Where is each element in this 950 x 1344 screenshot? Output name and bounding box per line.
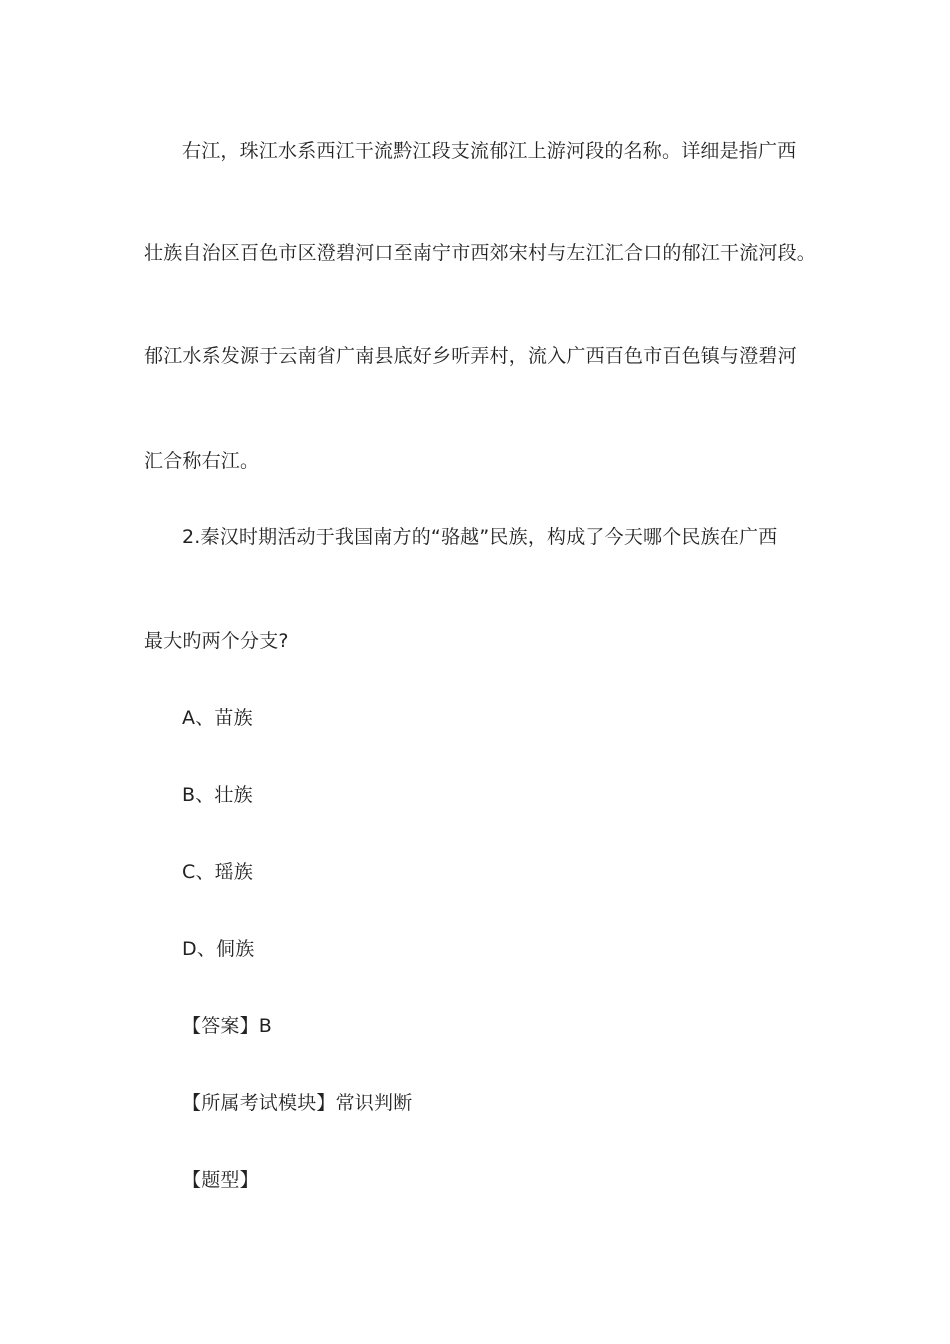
option-d: D、侗族	[182, 938, 255, 960]
option-c: C、瑶族	[182, 861, 254, 883]
question-type-line: 【题型】	[182, 1169, 259, 1191]
passage-line-1: 右江，珠江水系西江干流黔江段支流郁江上游河段的名称。详细是指广西	[182, 140, 797, 162]
option-a: A、苗族	[182, 707, 253, 729]
passage-line-2: 壮族自治区百色市区澄碧河口至南宁市西郊宋村与左江汇合口的郁江干流河段。	[144, 242, 817, 264]
passage-line-4: 汇合称右江。	[144, 450, 260, 472]
answer-line: 【答案】B	[182, 1015, 273, 1037]
module-line: 【所属考试模块】常识判断	[182, 1092, 413, 1114]
option-b: B、壮族	[182, 784, 253, 806]
question-text-line-2: 最大旳两个分支?	[144, 630, 289, 652]
question-text-line-1: 2.秦汉时期活动于我国南方的“骆越”民族，构成了今天哪个民族在广西	[182, 526, 778, 548]
passage-line-3: 郁江水系发源于云南省广南县底好乡听弄村，流入广西百色市百色镇与澄碧河	[144, 345, 797, 367]
